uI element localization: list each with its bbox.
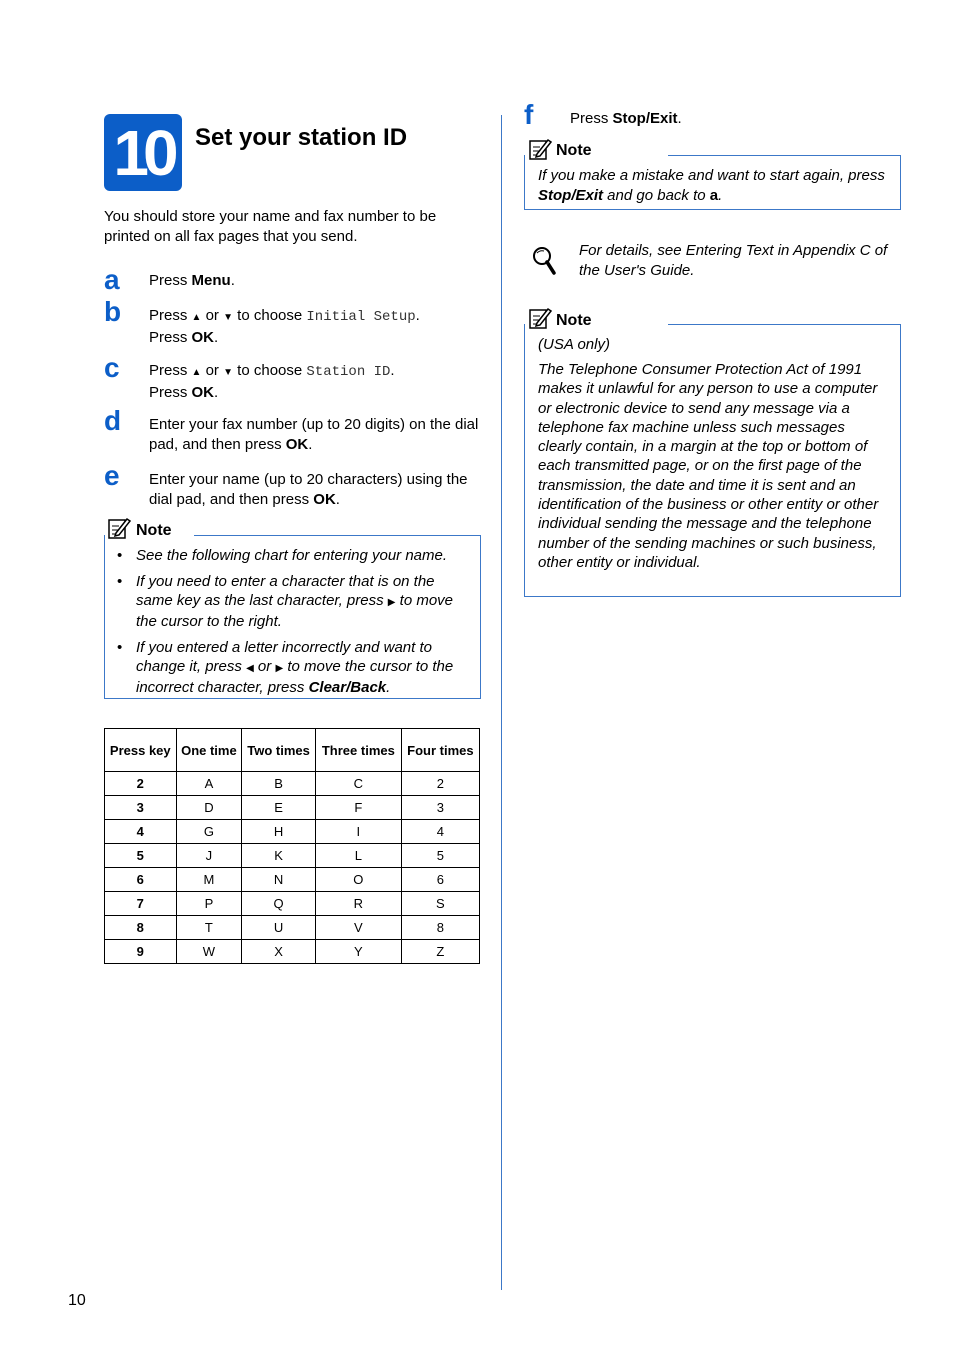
note-bullet: • See the following chart for entering your name. (104, 546, 470, 565)
char-cell: Z (401, 940, 479, 964)
char-cell: B (242, 772, 316, 796)
table-header-row (105, 729, 480, 772)
table-row (105, 892, 480, 916)
magnifier-icon (530, 245, 558, 277)
note-bullet: • If you need to enter a character that is on the same key as the last character, press ▶ to move the cursor to the right. (104, 572, 470, 631)
up-arrow-icon: ▲ (191, 312, 202, 323)
table-row (105, 844, 480, 868)
step-letter-b: b (104, 296, 122, 327)
note-title: Note (556, 312, 592, 329)
step-letter-c: c (104, 352, 120, 383)
step-letter-f: f (524, 99, 534, 130)
table-header: Three times (315, 729, 401, 772)
char-cell: L (315, 844, 401, 868)
step-d-text: Enter your fax number (up to 20 digits) on the dial pad, and then press OK. (149, 416, 479, 453)
table-row (105, 820, 480, 844)
step-letter-d: d (104, 405, 122, 436)
char-cell: 3 (401, 796, 479, 820)
step-f-text: Press Stop/Exit. (570, 110, 682, 127)
char-cell: A (176, 772, 242, 796)
char-cell: C (315, 772, 401, 796)
column-divider (501, 115, 502, 1290)
char-cell: O (315, 868, 401, 892)
char-cell: Q (242, 892, 316, 916)
key-cell: 7 (105, 892, 177, 916)
char-cell: T (176, 916, 242, 940)
page-title: Set your station ID (195, 124, 408, 151)
note-f-text: If you make a mistake and want to start again, press Stop/Exit and go back to a. (538, 167, 885, 204)
step-b-text: Press ▲ or ▼ to choose Initial Setup. Press OK. (149, 307, 420, 346)
table-row (105, 796, 480, 820)
char-cell: V (315, 916, 401, 940)
table-header: Press key (105, 729, 177, 772)
char-cell: H (242, 820, 316, 844)
char-cell: P (176, 892, 242, 916)
key-cell: 4 (105, 820, 177, 844)
table-row (105, 772, 480, 796)
char-cell: W (176, 940, 242, 964)
step-e-text: Enter your name (up to 20 characters) using the dial pad, and then press OK. (149, 471, 468, 508)
char-cell: M (176, 868, 242, 892)
table-row (105, 940, 480, 964)
char-cell: J (176, 844, 242, 868)
char-cell: N (242, 868, 316, 892)
note-usa-label: (USA only) (538, 336, 610, 353)
page-number: 10 (68, 1292, 86, 1309)
table-row (105, 916, 480, 940)
char-cell: 4 (401, 820, 479, 844)
char-cell: D (176, 796, 242, 820)
key-cell: 3 (105, 796, 177, 820)
char-cell: F (315, 796, 401, 820)
table-row (105, 868, 480, 892)
key-cell: 9 (105, 940, 177, 964)
note-bullet: • If you entered a letter incorrectly and want to change it, press ◀ or ▶ to move the cursor to the incorrect character, press Clear/Back. (104, 638, 470, 697)
step-letter-e: e (104, 460, 120, 491)
down-arrow-icon: ▼ (223, 367, 234, 378)
character-key-table (104, 728, 480, 964)
down-arrow-icon: ▼ (223, 312, 234, 323)
char-cell: 2 (401, 772, 479, 796)
key-cell: 2 (105, 772, 177, 796)
note-usa-body: The Telephone Consumer Protection Act of 1991 makes it unlawful for any person to use a computer or electronic device to send any message via a telephone fax machine unless such messages clearly contain, in a margin at the top or bottom of each transmitted page, or on the first page of the transmission, the date and time it is sent and an identification of the business or other entity or other individual sending the message and the telephone number of the sending machines or such business, other entity or individual. (538, 361, 879, 571)
note-title: Note (556, 142, 592, 159)
note-title: Note (136, 522, 172, 539)
details-reference: For details, see Entering Text in Appendix C of the User's Guide. (579, 242, 888, 279)
char-cell: 6 (401, 868, 479, 892)
intro-text: You should store your name and fax number to be printed on all fax pages that you send. (104, 208, 437, 245)
char-cell: G (176, 820, 242, 844)
left-arrow-icon: ◀ (246, 663, 254, 674)
table-header: Four times (401, 729, 479, 772)
char-cell: I (315, 820, 401, 844)
char-cell: 5 (401, 844, 479, 868)
key-cell: 6 (105, 868, 177, 892)
key-cell: 5 (105, 844, 177, 868)
table-header: One time (176, 729, 242, 772)
note-list (104, 546, 470, 704)
char-cell: E (242, 796, 316, 820)
key-cell: 8 (105, 916, 177, 940)
step-letter-a: a (104, 264, 120, 295)
char-cell: K (242, 844, 316, 868)
char-cell: X (242, 940, 316, 964)
char-cell: U (242, 916, 316, 940)
table-header: Two times (242, 729, 316, 772)
char-cell: Y (315, 940, 401, 964)
right-arrow-icon: ▶ (387, 597, 396, 608)
step-number-badge: 10 (104, 114, 182, 191)
step-c-text: Press ▲ or ▼ to choose Station ID. Press OK. (149, 362, 395, 401)
step-a-text: Press Menu. (149, 272, 235, 289)
right-arrow-icon: ▶ (275, 663, 284, 674)
char-cell: R (315, 892, 401, 916)
up-arrow-icon: ▲ (191, 367, 202, 378)
char-cell: S (401, 892, 479, 916)
char-cell: 8 (401, 916, 479, 940)
